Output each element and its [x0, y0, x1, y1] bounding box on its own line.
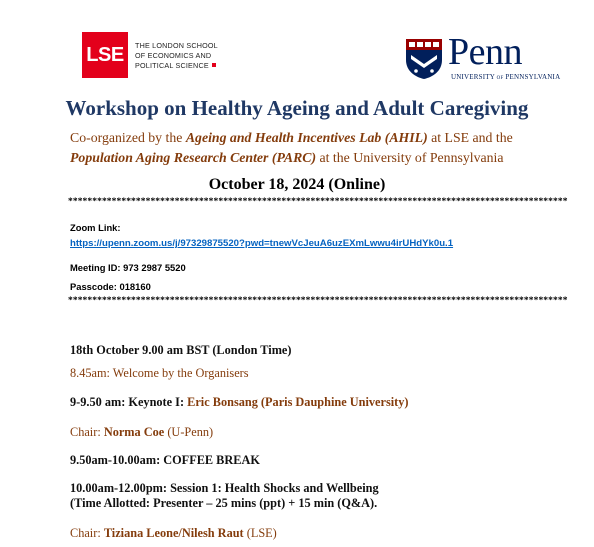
chair-2-aff: (LSE): [243, 526, 277, 540]
coffee-break: 9.50am-10.00am: COFFEE BREAK: [70, 453, 260, 467]
meeting-id: Meeting ID: 973 2987 5520: [70, 262, 186, 273]
chair-1-name: Norma Coe: [103, 425, 165, 439]
coorg-post2: at the University of Pennsylvania: [316, 150, 504, 165]
separator-top: *******************************************************************************************************: [68, 197, 568, 207]
page-title: Workshop on Healthy Ageing and Adult Caregiving: [65, 96, 529, 120]
chair-2-label: Chair:: [70, 526, 104, 540]
coorg-line-2: [70, 148, 513, 168]
zoom-label: Zoom Link:: [70, 222, 121, 233]
lse-logo-mark: LSE: [82, 32, 128, 78]
keynote-time: 9-9.50 am: Keynote I:: [70, 395, 188, 409]
lse-line-3-text: POLITICAL SCIENCE: [135, 61, 209, 70]
penn-shield-icon: [405, 38, 443, 80]
coorg-lab-name: Ageing and Health Incentives Lab (AHIL): [185, 130, 428, 145]
zoom-link[interactable]: https://upenn.zoom.us/j/97329875520?pwd=tnewVcJeuA6uzEXmLwwu4irUHdYk0u.1: [70, 238, 454, 249]
passcode: Passcode: 018160: [70, 281, 151, 292]
lse-line-2: OF ECONOMICS AND: [135, 51, 212, 60]
lse-line-3: [135, 61, 218, 71]
chair-1: [70, 425, 213, 440]
lse-square-icon: [212, 63, 216, 67]
lse-logo-text: [135, 41, 218, 71]
separator-bottom: *******************************************************************************************************: [68, 296, 568, 306]
coorg-pre: Co-organized by the: [70, 130, 186, 145]
coorg-center-name: Population Aging Research Center (PARC): [70, 150, 317, 165]
penn-wordmark: Penn: [448, 31, 522, 73]
coorg-line-1: [70, 128, 513, 148]
chair-1-aff: (U-Penn): [164, 425, 214, 439]
keynote-item: [70, 395, 409, 410]
event-date: October 18, 2024 (Online): [208, 176, 386, 193]
session-1-title: 10.00am-12.00pm: Session 1: Health Shocks and Wellbeing: [70, 481, 379, 495]
chair-2-name: Tiziana Leone/Nilesh Raut: [103, 526, 244, 540]
welcome-item: 8.45am: Welcome by the Organisers: [70, 366, 249, 380]
day-header: 18th October 9.00 am BST (London Time): [70, 343, 292, 357]
chair-1-label: Chair:: [70, 425, 104, 439]
session-1-time: (Time Allotted: Presenter – 25 mins (ppt) + 15 min (Q&A).: [70, 496, 378, 510]
coorg-post1: at LSE and the: [427, 130, 513, 145]
chair-2: [70, 526, 277, 541]
penn-subtitle: UNIVERSITY of PENNSYLVANIA: [451, 73, 561, 81]
coorganizers: [70, 128, 513, 168]
keynote-speaker: Eric Bonsang (Paris Dauphine University): [187, 395, 409, 409]
lse-line-1: THE LONDON SCHOOL: [135, 41, 218, 50]
